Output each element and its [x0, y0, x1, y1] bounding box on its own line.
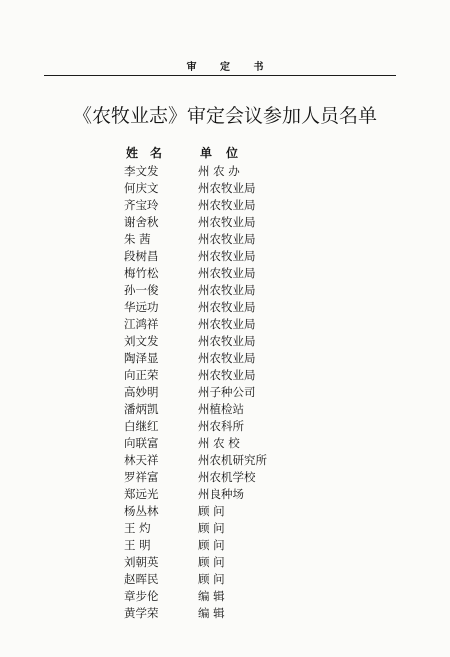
participant-name: 潘炳凯 — [124, 402, 159, 416]
participant-unit: 州农机学校 — [198, 470, 256, 484]
table-header — [0, 143, 450, 163]
table-row — [0, 180, 450, 197]
table-row — [0, 401, 450, 418]
participant-unit: 州农牧业局 — [198, 232, 256, 246]
participant-name: 罗祥富 — [124, 470, 159, 484]
participant-name: 梅竹松 — [124, 266, 159, 280]
participant-name: 李文发 — [124, 164, 159, 178]
participant-unit: 州农科所 — [198, 419, 244, 433]
table-row — [0, 605, 450, 622]
participant-name: 林天祥 — [124, 453, 159, 467]
participant-table — [0, 143, 450, 622]
table-row — [0, 571, 450, 588]
participant-unit: 州农牧业局 — [198, 334, 256, 348]
table-row — [0, 469, 450, 486]
participant-unit: 州农机研究所 — [198, 453, 267, 467]
participant-name: 谢舍秋 — [124, 215, 159, 229]
participant-unit: 州农牧业局 — [198, 215, 256, 229]
participant-unit: 州农牧业局 — [198, 351, 256, 365]
table-row — [0, 367, 450, 384]
participant-unit: 州农牧业局 — [198, 368, 256, 382]
table-row — [0, 333, 450, 350]
table-row — [0, 418, 450, 435]
table-row — [0, 163, 450, 180]
table-row — [0, 554, 450, 571]
participant-name: 齐宝玲 — [124, 198, 159, 212]
participant-name: 章步伦 — [124, 589, 159, 603]
table-row — [0, 231, 450, 248]
table-row — [0, 350, 450, 367]
participant-name: 白继红 — [124, 419, 159, 433]
participant-unit: 编 辑 — [198, 606, 225, 620]
table-row — [0, 588, 450, 605]
participant-unit: 顾 问 — [198, 504, 225, 518]
page-title: 《农牧业志》审定会议参加人员名单 — [72, 105, 377, 127]
participant-unit: 州农牧业局 — [198, 266, 256, 280]
table-row — [0, 384, 450, 401]
table-row — [0, 316, 450, 333]
participant-name: 孙一俊 — [124, 283, 159, 297]
participant-unit: 顾 问 — [198, 555, 225, 569]
table-body — [0, 163, 450, 622]
participant-unit: 州农牧业局 — [198, 249, 256, 263]
participant-name: 何庆文 — [124, 181, 159, 195]
table-row — [0, 520, 450, 537]
header-rule — [44, 75, 396, 76]
participant-unit: 顾 问 — [198, 572, 225, 586]
table-row — [0, 503, 450, 520]
table-row — [0, 452, 450, 469]
table-row — [0, 197, 450, 214]
participant-name: 王 灼 — [124, 521, 151, 535]
participant-unit: 州植检站 — [198, 402, 244, 416]
participant-unit: 州良种场 — [198, 487, 244, 501]
participant-name: 江鸿祥 — [124, 317, 159, 331]
table-row — [0, 435, 450, 452]
participant-unit: 州农牧业局 — [198, 317, 256, 331]
participant-unit: 州农牧业局 — [198, 198, 256, 212]
participant-name: 向联富 — [124, 436, 159, 450]
participant-unit: 编 辑 — [198, 589, 225, 603]
participant-name: 杨丛林 — [124, 504, 159, 518]
participant-name: 朱 茜 — [124, 232, 151, 246]
participant-name: 刘朝英 — [124, 555, 159, 569]
participant-name: 华远功 — [124, 300, 159, 314]
participant-name: 高妙明 — [124, 385, 159, 399]
participant-name: 向正荣 — [124, 368, 159, 382]
table-row — [0, 299, 450, 316]
participant-name: 刘文发 — [124, 334, 159, 348]
table-row — [0, 265, 450, 282]
participant-name: 王 明 — [124, 538, 151, 552]
participant-unit: 顾 问 — [198, 538, 225, 552]
running-head: 审 定 书 — [186, 62, 274, 73]
participant-unit: 州 农 办 — [198, 164, 240, 178]
participant-name: 陶泽显 — [124, 351, 159, 365]
participant-unit: 州子种公司 — [198, 385, 256, 399]
participant-name: 郑远光 — [124, 487, 159, 501]
participant-unit: 州 农 校 — [198, 436, 240, 450]
table-row — [0, 214, 450, 231]
participant-name: 黄学荣 — [124, 606, 159, 620]
participant-unit: 顾 问 — [198, 521, 225, 535]
participant-name: 赵晖民 — [124, 572, 159, 586]
table-row — [0, 537, 450, 554]
participant-unit: 州农牧业局 — [198, 283, 256, 297]
participant-unit: 州农牧业局 — [198, 300, 256, 314]
table-row — [0, 248, 450, 265]
participant-unit: 州农牧业局 — [198, 181, 256, 195]
participant-name: 段树昌 — [124, 249, 159, 263]
table-row — [0, 282, 450, 299]
name-column-header: 姓名 — [126, 146, 175, 160]
unit-column-header: 单位 — [200, 146, 253, 160]
table-row — [0, 486, 450, 503]
